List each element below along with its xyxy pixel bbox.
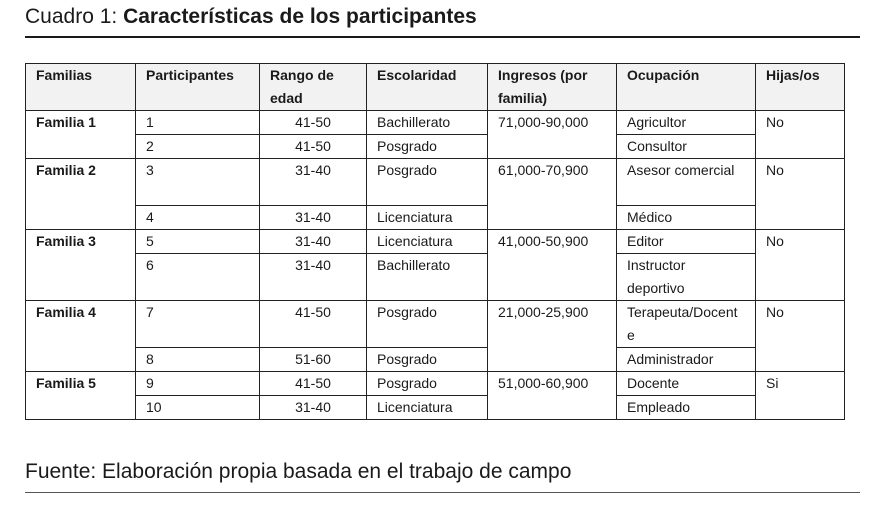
table-row [26,348,845,372]
participant-id: 9 [136,372,260,396]
participant-id: 5 [136,230,260,254]
age-range: 31-40 [260,254,367,301]
family-children: No [756,111,845,159]
education: Posgrado [367,159,488,206]
table-row [26,111,845,135]
table-row [26,206,845,230]
header-hijas-os: Hijas/os [756,64,845,111]
family-name: Familia 1 [26,111,136,159]
family-income: 41,000-50,900 [488,230,617,301]
family-children: Si [756,372,845,420]
education: Posgrado [367,348,488,372]
age-range: 31-40 [260,230,367,254]
table-caption [25,4,477,30]
header-participantes: Participantes [136,64,260,111]
family-income: 61,000-70,900 [488,159,617,230]
table-row [26,135,845,159]
header-familias: Familias [26,64,136,111]
family-name: Familia 3 [26,230,136,301]
header-row [26,64,845,111]
age-range: 41-50 [260,111,367,135]
participants-table [25,63,845,420]
family-children: No [756,230,845,301]
occupation: Agricultor [617,111,756,135]
bottom-rule [25,492,860,493]
table-row [26,396,845,420]
education: Bachillerato [367,111,488,135]
table-row [26,254,845,301]
education: Licenciatura [367,230,488,254]
participant-id: 7 [136,301,260,348]
source-note: Fuente: Elaboración propia basada en el trabajo de campo [25,460,572,483]
occupation: Administrador [617,348,756,372]
participant-id: 4 [136,206,260,230]
family-income: 71,000-90,000 [488,111,617,159]
caption-prefix: Cuadro 1: [25,5,124,28]
occupation: Terapeuta/Docente [617,301,756,348]
participant-id: 1 [136,111,260,135]
occupation: Editor [617,230,756,254]
family-children: No [756,301,845,372]
age-range: 41-50 [260,372,367,396]
table-row [26,159,845,206]
family-children: No [756,159,845,230]
occupation: Médico [617,206,756,230]
age-range: 31-40 [260,396,367,420]
participant-id: 2 [136,135,260,159]
header-escolaridad: Escolaridad [367,64,488,111]
family-income: 21,000-25,900 [488,301,617,372]
family-name: Familia 4 [26,301,136,372]
occupation: Instructor deportivo [617,254,756,301]
education: Licenciatura [367,206,488,230]
occupation: Docente [617,372,756,396]
table-row [26,230,845,254]
family-name: Familia 2 [26,159,136,230]
education: Licenciatura [367,396,488,420]
education: Bachillerato [367,254,488,301]
header-ingresos: Ingresos (por familia) [488,64,617,111]
participant-id: 10 [136,396,260,420]
header-ocupacion: Ocupación [617,64,756,111]
age-range: 41-50 [260,135,367,159]
education: Posgrado [367,372,488,396]
participant-id: 3 [136,159,260,206]
top-rule [25,36,860,38]
age-range: 51-60 [260,348,367,372]
family-name: Familia 5 [26,372,136,420]
age-range: 41-50 [260,301,367,348]
participant-id: 8 [136,348,260,372]
age-range: 31-40 [260,206,367,230]
header-rango-edad: Rango de edad [260,64,367,111]
family-income: 51,000-60,900 [488,372,617,420]
caption-title: Características de los participantes [123,5,477,28]
participant-id: 6 [136,254,260,301]
education: Posgrado [367,301,488,348]
occupation: Empleado [617,396,756,420]
occupation: Asesor comercial [617,159,756,206]
occupation: Consultor [617,135,756,159]
age-range: 31-40 [260,159,367,206]
table-row [26,372,845,396]
education: Posgrado [367,135,488,159]
table-row [26,301,845,348]
